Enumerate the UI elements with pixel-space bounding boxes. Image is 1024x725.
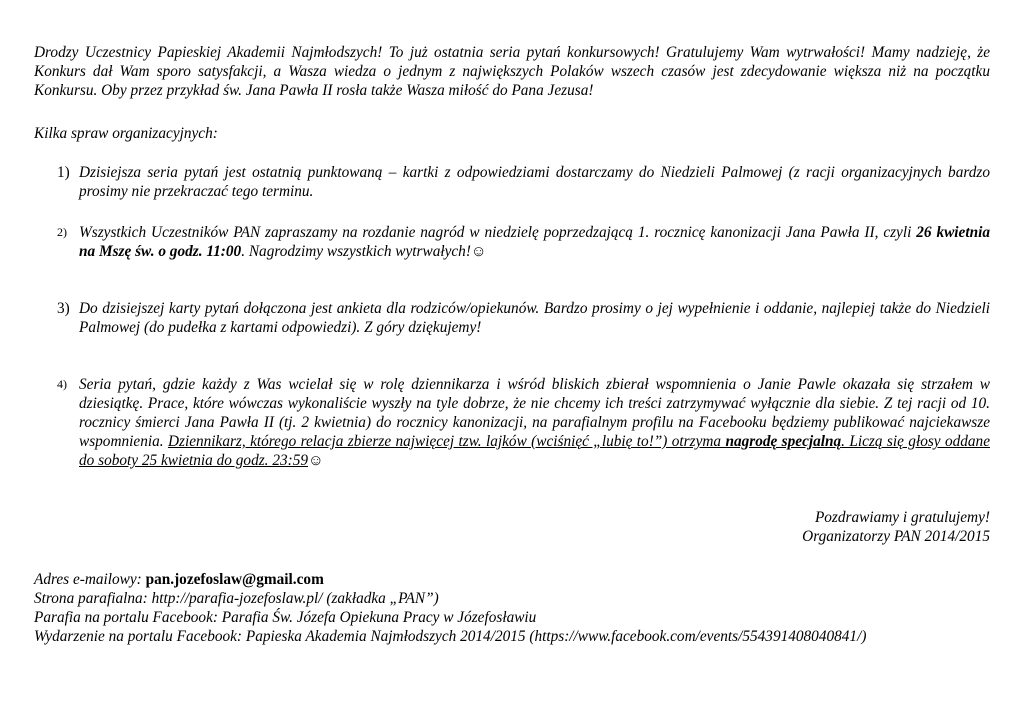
organizational-heading: Kilka spraw organizacyjnych: [34, 125, 218, 142]
contest-text-underlined-1: Dziennikarz, którego relacja zbierze najwięcej tzw. lajków (wciśnięć „lubię to!”) otrzyma [167, 433, 726, 450]
list-text-1: Dzisiejsza seria pytań jest ostatnią punktowaną – kartki z odpowiedziami dostarczamy do Niedzieli Palmowej (z racji organizacyjnych bardzo prosimy nie przekraczać tego terminu. [79, 164, 990, 200]
letter-page [34, 43, 990, 646]
list-text-2a: Wszystkich Uczestników PAN zapraszamy na rozdanie nagród w niedzielę poprzedzającą 1. rocznicę kanonizacji Jana Pawła II, czyli [79, 224, 917, 241]
email-address: pan.jozefoslaw@gmail.com [145, 571, 324, 588]
list-text-4a: Seria pytań, gdzie każdy z Was wcielał się w rolę dziennikarza i wśród bliskich zbierał wspomnienia o Janie Pawle okazała się strzałem w dziesiątkę. Prace, które wówczas wykonaliście wyszły na tyle dobrze, że nie chcemy ich treści zatrzymywać wyłącznie dla siebie. Z tej racji od 10. rocznicy śmierci Jana Pawła II (tj. 2 kwietnia) do rocznicy kanonizacji, na parafialnym profilu na Facebooku będziemy publikować najciekawsze wspomnienia. [79, 376, 990, 450]
closing-signature: Organizatorzy PAN 2014/2015 [802, 528, 990, 545]
contest-text-underlined-2: . Liczą się głosy oddane do soboty 25 kwietnia do godz. 23:59 [79, 433, 990, 469]
list-item-3 [34, 299, 990, 337]
website-line: Strona parafialna: http://parafia-jozefoslaw.pl/ (zakładka „PAN”) [34, 590, 439, 607]
list-text-2b: . Nagrodzimy wszystkich wytrwałych!☺ [241, 243, 487, 260]
special-prize-text: nagrodę specjalną [725, 433, 842, 450]
award-date-text: 26 kwietnia na Mszę św. o godz. 11:00 [79, 224, 990, 260]
smiley-text: ☺ [308, 452, 324, 469]
list-item-4 [34, 375, 990, 470]
contact-footer [34, 570, 990, 646]
list-item-1 [34, 163, 990, 201]
closing-block [34, 508, 990, 546]
email-line [34, 570, 990, 589]
list-number-3: 3) [57, 300, 70, 317]
list-number-1: 1) [57, 164, 70, 181]
facebook-event-line: Wydarzenie na portalu Facebook: Papieska Akademia Najmłodszych 2014/2015 (https://www.facebook.com/events/554391408040841/) [34, 628, 867, 645]
facebook-parish-line: Parafia na portalu Facebook: Parafia Św. Józefa Opiekuna Pracy w Józefosławiu [34, 609, 537, 626]
list-text-3: Do dzisiejszej karty pytań dołączona jest ankieta dla rodziców/opiekunów. Bardzo prosimy o jej wypełnienie i oddanie, najlepiej także do Niedzieli Palmowej (do pudełka z kartami odpowiedzi). Z góry dziękujemy! [79, 300, 990, 336]
intro-paragraph: Drodzy Uczestnicy Papieskiej Akademii Najmłodszych! To już ostatnia seria pytań konkursowych! Gratulujemy Wam wytrwałości! Mamy nadzieję, że Konkurs dał Wam sporo satysfakcji, a Wasza wiedza o jednym z największych Polaków wszech czasów jest zdecydowanie większa niż na początku Konkursu. Oby przez przykład św. Jana Pawła II rosła także Wasza miłość do Pana Jezusa! [34, 44, 990, 99]
list-number-4: 4) [57, 377, 67, 391]
email-label: Adres e-mailowy: [34, 571, 146, 588]
list-number-2: 2) [57, 225, 67, 239]
list-item-2 [34, 223, 990, 261]
closing-greeting: Pozdrawiamy i gratulujemy! [814, 509, 990, 526]
